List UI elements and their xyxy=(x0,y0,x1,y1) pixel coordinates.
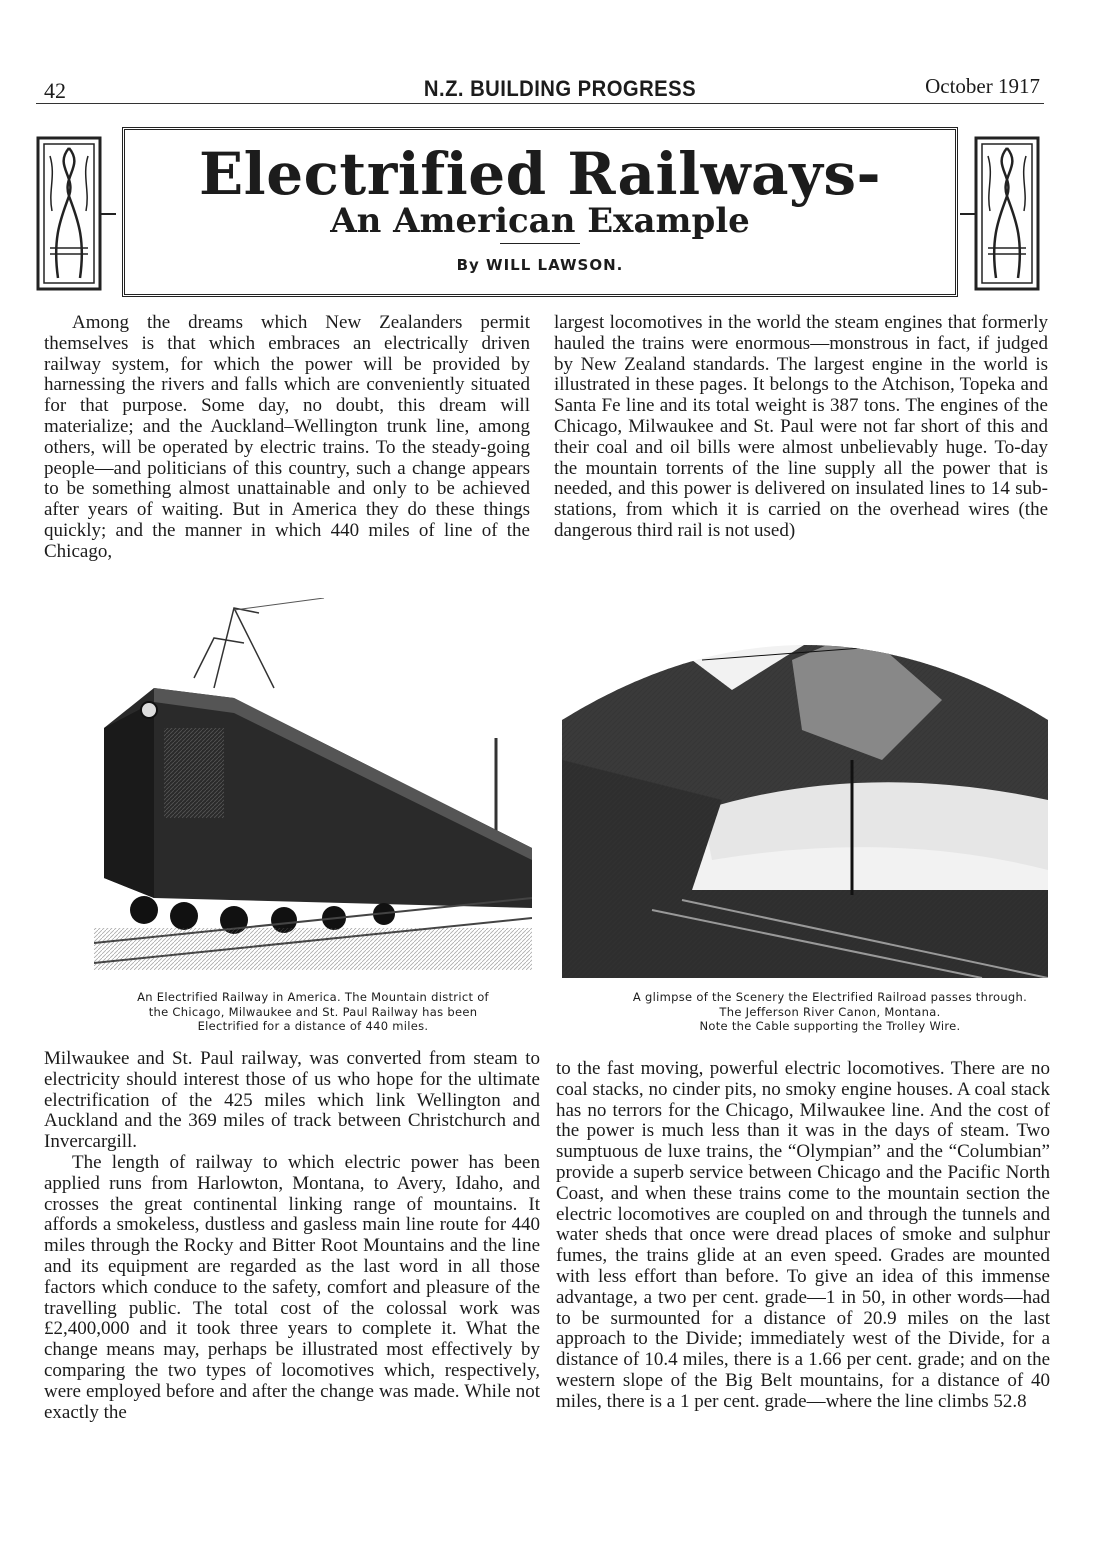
issue-date: October 1917 xyxy=(925,74,1040,98)
text-column-top-right xyxy=(554,313,1048,542)
jefferson-river-canon-photo xyxy=(562,610,1048,978)
text-column-top-left xyxy=(44,313,530,563)
caption-line: The Jefferson River Canon, Montana. xyxy=(719,1004,941,1019)
electric-locomotive-photo xyxy=(94,598,532,970)
art-nouveau-ornament-right xyxy=(960,136,1040,291)
art-nouveau-ornament-left xyxy=(36,136,116,291)
paragraph: Milwaukee and St. Paul railway, was converted from steam to electricity should interest those of us who hope for the ultimate electrification of the 425 miles which link Wellington and Auckland and the 369 miles of track between Christchurch and Invercargill. xyxy=(44,1048,540,1153)
caption-line: Note the Cable supporting the Trolley Wire. xyxy=(699,1019,961,1033)
header-rule xyxy=(36,103,1044,104)
caption-line: the Chicago, Milwaukee and St. Paul Railway has been xyxy=(148,1004,478,1019)
paragraph: largest locomotives in the world the steam engines that formerly hauled the trains were enormous—monstrous in fact, if judged by New Zealand standards. The largest engine in the world is illustrated in these pages. It belongs to the Atchison, Topeka and Santa Fe line and its total weight is 387 tons. The engines of the Chicago, Milwaukee and St. Paul were not far short of this and their coal and oil bills were almost unbelievably huge. To-day the mountain torrents of the line supply all the power that is needed, and this power is delivered on insulated lines to 14 sub-stations, from which it is carried on the overhead wires (the dangerous third rail is not used) xyxy=(554,312,1048,541)
byline: By WILL LAWSON. xyxy=(456,256,624,274)
article-subtitle: An American Example xyxy=(330,201,750,241)
caption-line: A glimpse of the Scenery the Electrified Railroad passes through. xyxy=(632,990,1028,1004)
text-column-bottom-left xyxy=(44,1049,540,1423)
publication-title: N.Z. BUILDING PROGRESS xyxy=(423,76,697,101)
title-divider xyxy=(500,243,580,244)
caption-line: An Electrified Railway in America. The Mountain district of xyxy=(137,990,489,1004)
text-column-bottom-right xyxy=(556,1059,1050,1413)
article-title: Electrified Railways- xyxy=(198,140,882,208)
page-number: 42 xyxy=(44,78,66,103)
paragraph: Among the dreams which New Zealanders permit themselves is that which embraces an electrically driven railway system, for which the power will be provided by harnessing the rivers and falls which are conveniently situated for that purpose. Some day, no doubt, this dream will materialize; and the Auckland–Wellington trunk line, among others, will be operated by electric trains. To the steady-going people—and politicians of this country, such a change appears to be something almost unattainable and only to be achieved after years of waiting. But in America they do these things quickly; and the manner in which 440 miles of line of the Chicago, xyxy=(44,312,530,562)
caption-line: Electrified for a distance of 440 miles. xyxy=(197,1019,429,1033)
photo-caption-left xyxy=(90,990,536,1034)
photo-caption-right xyxy=(600,990,1060,1034)
paragraph: The length of railway to which electric power has been applied runs from Harlowton, Montana, to Avery, Idaho, and crosses the great continental linking range of mountains. It affords a smokeless, dustless and gasless main line route for 440 miles through the Rocky and Bitter Root Mountains and the line and its equipment are regarded as the last word in all those factors which conduce to the safety, comfort and pleasure of the travelling public. The total cost of the colossal work was £2,400,000 and it took three years to complete it. What the change means may, perhaps be illustrated most effectively by comparing the two types of locomotives which, respectively, were employed before and after the change was made. While not exactly the xyxy=(44,1151,540,1423)
paragraph: to the fast moving, powerful electric locomotives. There are no coal stacks, no cinder pits, no smoky engine houses. A coal stack has no terrors for the Chicago, Milwaukee line. And the cost of the power is much less than it was in the days of steam. Two sumptuous de luxe trains, the “Olympian” and the “Columbian” provide a superb service between Chicago and the Pacific North Coast, and when these trains come to the mountain section the electric locomotives are coupled on and through the tunnels and water sheds that once were dread places of smoke and sulphur fumes, the trains glide at an even speed. Grades are mounted with less effort than before. To give an idea of this immense advantage, a two per cent. grade—1 in 50, in other words—had to be surmounted for a distance of 20.9 miles on the last approach to the Divide; immediately west of the Divide, for a distance of 10.4 miles, there is a 1.66 per cent. grade; and on the western slope of the Big Belt mountains, for a distance of 40 miles, there is a 1 per cent. grade—where the line climbs 52.8 xyxy=(556,1058,1050,1412)
